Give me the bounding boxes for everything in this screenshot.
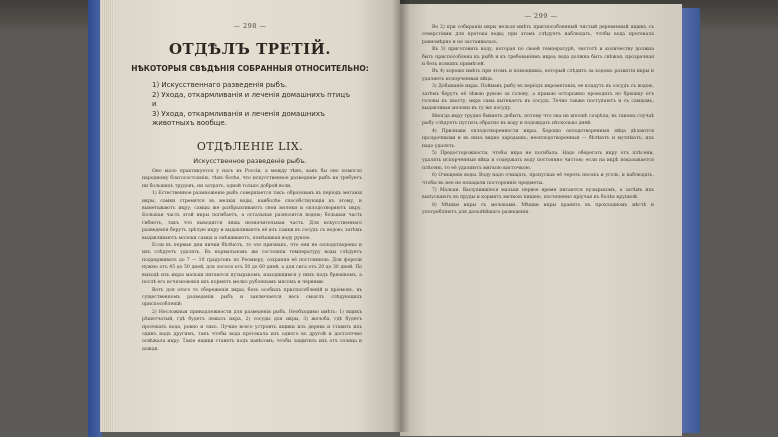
paragraph: Иногда икру трудно бываетъ добыть, потому что она не вполнѣ созрѣла; въ такомъ случаѣ рыбу слѣдуетъ пустить обратно въ воду и подождать нѣсколько дней. — [422, 113, 654, 127]
page-number-left: — 298 — — [233, 22, 267, 30]
left-body-text — [142, 168, 362, 353]
section-subtitle: Искусственное разведеніе рыбъ. — [193, 157, 307, 165]
paragraph: 2) Несложныя принадлежности для разведенія рыбъ. Необходимо имѣть: 1) ящикъ рѣшетчатый, гдѣ будетъ лежать икра, 2) сосуды для икры, 3) желоба, гдѣ будетъ протекать вода, ровно и тихо. Лучше всего устроить ящики изъ дерева и ставить ихъ одинъ надъ другимъ, такъ чтобы вода протекала изъ одного въ другой и достаточно освѣжала икру. Такіе ящики ставятъ подъ навѣсомъ, чтобы защитить ихъ отъ солнца и дождя. — [142, 309, 362, 352]
paragraph: 4) Признаки оплодотворенности икры. Хорошо оплодотворенныя яйца дѣлаются прозрачными и въ нихъ видно зародышъ; неоплодотворенныя — бѣлѣютъ и мутнѣютъ, ихъ надо удалять. — [422, 128, 654, 149]
right-page — [400, 4, 682, 436]
part-subtitle: НѢКОТОРЫЯ СВѢДѢНІЯ СОБРАННЫЯ ОТНОСИТЕЛЬНО: — [131, 64, 369, 73]
section-title: ОТДѢЛЕНІЕ LIX. — [196, 140, 304, 153]
paragraph: Во 2) при собираніи икры нельзя имѣть приспособленный чистый деревянный ящикъ съ отверстіями для протока воды; при этомъ слѣдуетъ наблюдать, чтобы вода протекала равномѣрно и не застаивалась. — [422, 25, 654, 45]
paragraph: Если въ первые дни яички бѣлѣютъ, то это признакъ, что они не оплодотворены и ихъ слѣдуетъ удалять. Въ нормальномъ же состояніи температуру воды слѣдуетъ поддерживать до 7 — 10 градусовъ по Реомюру, сохраняя её постоянною. Для форели нужно отъ 45 до 50 дней, для лосося отъ 50 до 60 дней, а для сига отъ 20 до 30 дней. По выходѣ изъ икры мальки питаются пузырькомъ, находящимся у нихъ подъ брюшкомъ, а послѣ его исчезновенія ихъ кормятъ мелко рубленымъ мясомъ и червями. — [142, 243, 362, 286]
paragraph: 5) Предосторожности, чтобы икра не погибала. Надо оберегать икру отъ плѣсени, удалять испорченныя яйца и содержать воду постоянно чистою; если на икрѣ показывается плѣсень, то её удаляютъ мягкою кисточкою. — [422, 150, 654, 171]
book-gutter — [392, 0, 410, 432]
part-title: ОТДѢЛЪ ТРЕТІЙ. — [168, 40, 332, 58]
left-page — [100, 0, 400, 432]
paragraph: 1) Естественное размноженіе рыбъ совершается такъ: образовавъ въ періодъ метанія икры, самки стремятся въ мелкія воды, наиболѣе способствующія къ этому, и выметываютъ икру; самцы же разбрызгиваютъ свои молоки и оплодотворяютъ икру. Большая часть этой икры погибаетъ, а остальная разносится водою; большая часть гибнетъ, такъ что выводится лишь незначительная часть. Для искусственнаго разведенія берутъ зрѣлую икру и выдавливаютъ её изъ самки въ сосудъ съ водою; затѣмъ выдавливаютъ молоки самца и смѣшиваютъ, помѣшивая воду рукою. — [142, 191, 362, 241]
contents-item: 1) Искусственнаго разведенія рыбъ. — [152, 81, 288, 89]
paragraph: 3) Добываніе икры. Поймавъ рыбу въ періодъ икрометанія, ее кладутъ въ сосудъ съ водою, затѣмъ берутъ её лѣвою рукою за голову, а правою осторожно проводятъ по брюшку отъ головы къ хвосту; икра сама вытекаетъ въ сосудъ. Точно также поступаютъ и съ самцомъ, выдавливая молоки въ ту же посуду. — [422, 84, 654, 112]
contents-item: 3) Ухода, откармливанія и леченія домашнихъ животныхъ вообще. — [152, 110, 325, 127]
paragraph: 6) Очищеніе воды. Воду надо очищать, пропуская её черезъ песокъ и уголь, и наблюдать, чтобы въ нее не попадали посторонніе предметы. — [422, 173, 654, 186]
paragraph: Вотъ для этого то сбереженія икры, безъ особыхъ приспособленій и пріемовъ, въ существенномъ разведеніи рыбъ и заключается весь смыслъ слѣдующихъ приспособленій: — [142, 287, 362, 308]
paragraph: Въ 3) приготовить воду, которая по своей температурѣ, чистотѣ и количеству должна быть приспособлена къ рыбѣ и къ требованіямъ икры; вода должна быть свѣжая, прозрачная и безъ всякихъ примѣсей. — [422, 47, 654, 68]
page-number-right: — 299 — — [524, 12, 558, 20]
contents-list — [152, 81, 352, 128]
paragraph: Въ 4) хорошо имѣть при этомъ и помощника, который слѣдитъ за ходомъ развитія икры и удаляетъ испорченныя яйца. — [422, 69, 654, 82]
paragraph: Оно мало практикуется у насъ въ Россіи, а между тѣмъ, какъ бы оно помогло народному благосостоянію, тѣмъ болѣе, что искусственное разведеніе рыбъ не требуетъ ни большихъ трудовъ, ни затратъ, одной только доброй воли. — [142, 169, 362, 189]
page-edges — [100, 0, 114, 432]
contents-item: 2) Ухода, откармливанія и леченія домашнихъ птицъ и — [152, 91, 351, 108]
paragraph: 7) Мальки. Вылупившіеся мальки первое время питаются пузырькомъ, а затѣмъ ихъ выпускаютъ въ пруды и кормятъ мелкою пищею, постепенно пріучая къ болѣе крупной. — [422, 187, 654, 201]
right-body-text — [422, 24, 654, 217]
paragraph: 8) Мѣшки икры съ молоками. Мѣшки икры хранятъ въ прохладномъ мѣстѣ и употребляютъ для дальнѣйшаго разведенія. — [422, 202, 654, 216]
